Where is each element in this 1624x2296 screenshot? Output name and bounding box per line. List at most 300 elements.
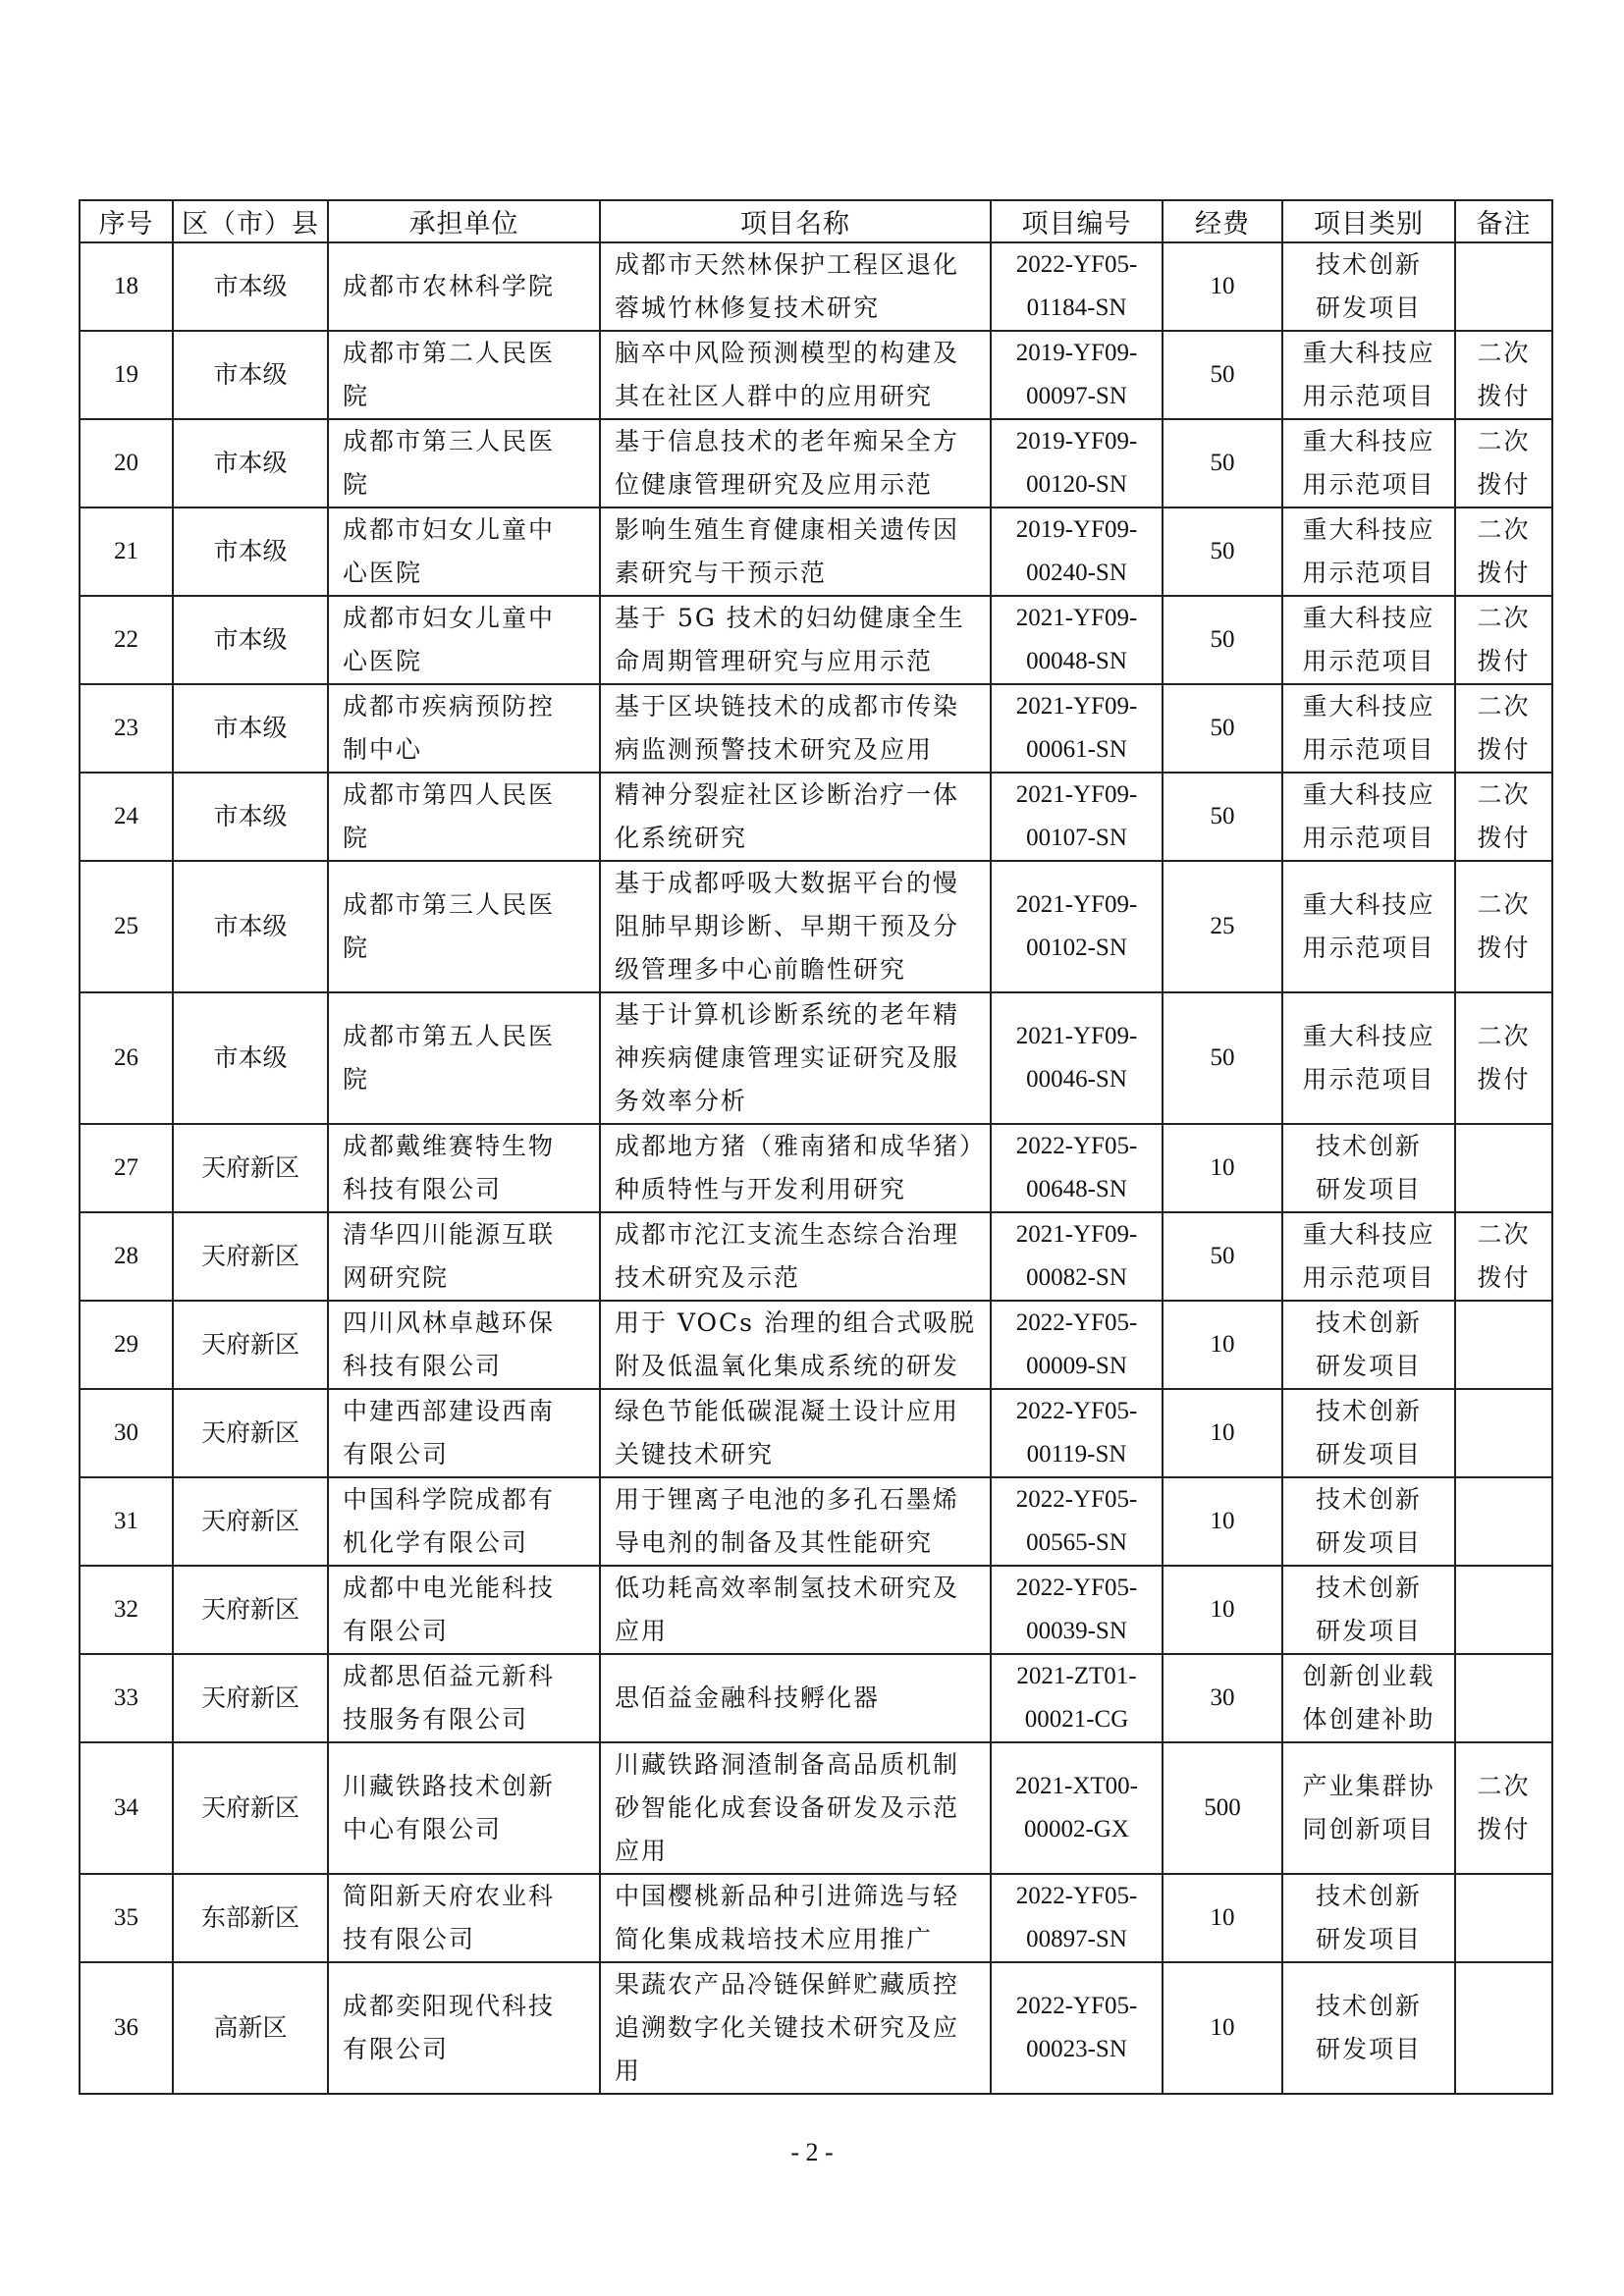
note-cell-line: 二次 [1477, 604, 1531, 632]
note-cell-line: 二次 [1477, 427, 1531, 455]
serial-no-cell: 24 [80, 773, 173, 861]
unit-cell [328, 1389, 600, 1477]
serial-no-cell: 32 [80, 1566, 173, 1654]
unit-cell-line: 有限公司 [343, 1617, 450, 1645]
project-name-cell-line: 基于信息技术的老年痴呆全方 [615, 427, 960, 455]
serial-no-cell: 23 [80, 684, 173, 773]
note-cell-line: 拨付 [1477, 470, 1531, 499]
table-row [80, 1874, 1552, 1962]
project-code-cell-line: 2022-YF05- [1015, 1398, 1138, 1424]
table-row [80, 1389, 1552, 1477]
project-name-cell-line: 用于锂离子电池的多孔石墨烯 [615, 1485, 960, 1514]
project-name-cell-line: 砂智能化成套设备研发及示范 [615, 1793, 960, 1822]
table-row [80, 1124, 1552, 1212]
unit-cell-line: 四川风林卓越环保 [343, 1308, 556, 1337]
project-table [79, 199, 1553, 2095]
category-cell-line: 用示范项目 [1302, 934, 1435, 962]
project-name-cell [600, 419, 991, 507]
project-name-cell-line: 导电剂的制备及其性能研究 [615, 1528, 934, 1557]
category-cell-line: 用示范项目 [1302, 1263, 1435, 1292]
project-name-cell-line: 基于计算机诊断系统的老年精 [615, 1000, 960, 1029]
funding-cell: 10 [1163, 242, 1282, 331]
project-name-cell-line: 影响生殖生育健康相关遗传因 [615, 515, 960, 544]
funding-cell: 30 [1163, 1654, 1282, 1742]
project-name-cell [600, 242, 991, 331]
project-name-cell-line: 素研究与干预示范 [615, 559, 828, 587]
serial-no-cell: 21 [80, 507, 173, 596]
project-code-cell-line: 2019-YF09- [1015, 516, 1138, 543]
unit-cell [328, 1962, 600, 2094]
category-cell-line: 用示范项目 [1302, 647, 1435, 675]
category-cell-line: 用示范项目 [1302, 824, 1435, 852]
unit-cell-line: 有限公司 [343, 1440, 450, 1468]
project-code-cell-line: 00565-SN [1026, 1529, 1127, 1556]
unit-cell-line: 成都市农林科学院 [343, 272, 556, 300]
note-cell-line: 拨付 [1477, 1065, 1531, 1094]
category-cell-line: 技术创新 [1315, 1397, 1422, 1425]
category-cell [1282, 1742, 1455, 1874]
category-cell-line: 重大科技应 [1302, 780, 1435, 809]
table-row [80, 1742, 1552, 1874]
category-cell-line: 产业集群协 [1302, 1772, 1435, 1800]
project-code-cell [991, 507, 1163, 596]
project-code-cell-line: 00039-SN [1026, 1618, 1127, 1644]
table-body [80, 242, 1552, 2094]
serial-no-cell: 30 [80, 1389, 173, 1477]
unit-cell-line: 成都思佰益元新科 [343, 1662, 556, 1690]
project-name-cell [600, 992, 991, 1124]
project-code-cell [991, 1212, 1163, 1301]
district-cell: 天府新区 [173, 1742, 328, 1874]
unit-cell-line: 科技有限公司 [343, 1352, 503, 1380]
project-code-cell-line: 2022-YF05- [1015, 1993, 1138, 2019]
category-cell-line: 技术创新 [1315, 1132, 1422, 1160]
funding-cell: 50 [1163, 596, 1282, 684]
unit-cell-line: 技有限公司 [343, 1925, 476, 1953]
project-code-cell-line: 2022-YF05- [1015, 1575, 1138, 1601]
project-name-cell-line: 化系统研究 [615, 824, 748, 852]
district-cell: 高新区 [173, 1962, 328, 2094]
category-cell [1282, 1874, 1455, 1962]
unit-cell-line: 成都市妇女儿童中 [343, 515, 556, 544]
funding-cell: 10 [1163, 1566, 1282, 1654]
category-cell-line: 重大科技应 [1302, 890, 1435, 919]
category-cell-line: 重大科技应 [1302, 604, 1435, 632]
funding-cell: 10 [1163, 1874, 1282, 1962]
category-cell [1282, 1477, 1455, 1566]
district-cell: 天府新区 [173, 1389, 328, 1477]
project-name-cell [600, 1389, 991, 1477]
project-name-cell-line: 技术研究及示范 [615, 1263, 801, 1292]
project-code-cell [991, 242, 1163, 331]
project-code-cell-line: 00048-SN [1026, 648, 1127, 674]
project-name-cell-line: 关键技术研究 [615, 1440, 775, 1468]
district-cell: 市本级 [173, 861, 328, 992]
serial-no-cell: 31 [80, 1477, 173, 1566]
serial-no-cell: 25 [80, 861, 173, 992]
project-code-cell-line: 00648-SN [1026, 1176, 1127, 1202]
note-cell [1455, 1301, 1552, 1389]
project-name-cell-line: 命周期管理研究与应用示范 [615, 647, 934, 675]
note-cell [1455, 419, 1552, 507]
project-name-cell-line: 追溯数字化关键技术研究及应 [615, 2013, 960, 2042]
unit-cell-line: 院 [343, 470, 370, 499]
unit-cell [328, 1124, 600, 1212]
unit-cell-line: 成都市妇女儿童中 [343, 604, 556, 632]
category-cell-line: 用示范项目 [1302, 382, 1435, 410]
funding-cell: 50 [1163, 507, 1282, 596]
category-cell-line: 技术创新 [1315, 1882, 1422, 1910]
project-name-cell [600, 596, 991, 684]
category-cell-line: 重大科技应 [1302, 339, 1435, 367]
project-code-cell [991, 992, 1163, 1124]
unit-cell [328, 1212, 600, 1301]
category-cell [1282, 1654, 1455, 1742]
unit-cell-line: 中国科学院成都有 [343, 1485, 556, 1514]
project-name-cell [600, 1477, 991, 1566]
project-code-cell-line: 2022-YF05- [1015, 1133, 1138, 1159]
unit-cell [328, 507, 600, 596]
project-name-cell-line: 位健康管理研究及应用示范 [615, 470, 934, 499]
unit-cell-line: 机化学有限公司 [343, 1528, 529, 1557]
project-code-cell-line: 2021-YF09- [1015, 1221, 1138, 1248]
project-code-cell-line: 2021-YF09- [1015, 781, 1138, 808]
unit-cell-line: 简阳新天府农业科 [343, 1882, 556, 1910]
note-cell [1455, 1389, 1552, 1477]
district-cell: 市本级 [173, 992, 328, 1124]
project-name-cell [600, 507, 991, 596]
district-cell: 天府新区 [173, 1654, 328, 1742]
table-row [80, 773, 1552, 861]
funding-cell: 500 [1163, 1742, 1282, 1874]
project-code-cell-line: 2021-YF09- [1015, 693, 1138, 720]
unit-cell-line: 制中心 [343, 735, 423, 764]
category-cell [1282, 242, 1455, 331]
unit-cell [328, 1874, 600, 1962]
note-cell-line: 二次 [1477, 1022, 1531, 1050]
table-row [80, 1477, 1552, 1566]
unit-cell-line: 成都市第三人民医 [343, 427, 556, 455]
category-cell-line: 技术创新 [1315, 1574, 1422, 1602]
category-cell [1282, 1301, 1455, 1389]
category-cell-line: 技术创新 [1315, 250, 1422, 279]
project-name-cell-line: 基于区块链技术的成都市传染 [615, 692, 960, 721]
district-cell: 天府新区 [173, 1124, 328, 1212]
unit-cell [328, 596, 600, 684]
project-code-cell [991, 773, 1163, 861]
project-code-cell-line: 00102-SN [1026, 934, 1127, 961]
funding-cell: 50 [1163, 331, 1282, 419]
project-code-cell-line: 2022-YF05- [1015, 251, 1138, 278]
serial-no-cell: 27 [80, 1124, 173, 1212]
project-name-cell-line: 简化集成栽培技术应用推广 [615, 1925, 934, 1953]
note-cell-line: 二次 [1477, 1772, 1531, 1800]
project-name-cell-line: 其在社区人群中的应用研究 [615, 382, 934, 410]
unit-cell-line: 技服务有限公司 [343, 1705, 529, 1734]
project-code-cell-line: 2019-YF09- [1015, 428, 1138, 454]
serial-no-cell: 33 [80, 1654, 173, 1742]
unit-cell [328, 242, 600, 331]
unit-cell [328, 861, 600, 992]
project-name-cell [600, 1742, 991, 1874]
category-cell-line: 技术创新 [1315, 1308, 1422, 1337]
header-project-name: 项目名称 [600, 200, 991, 242]
funding-cell: 10 [1163, 1962, 1282, 2094]
note-cell-line: 二次 [1477, 890, 1531, 919]
unit-cell [328, 1477, 600, 1566]
table-row [80, 419, 1552, 507]
unit-cell-line: 成都市第二人民医 [343, 339, 556, 367]
category-cell-line: 研发项目 [1315, 1528, 1422, 1557]
category-cell [1282, 992, 1455, 1124]
unit-cell-line: 成都奕阳现代科技 [343, 1992, 556, 2020]
project-code-cell [991, 1962, 1163, 2094]
table-row [80, 684, 1552, 773]
category-cell [1282, 684, 1455, 773]
note-cell-line: 拨付 [1477, 647, 1531, 675]
unit-cell-line: 中建西部建设西南 [343, 1397, 556, 1425]
note-cell [1455, 1654, 1552, 1742]
district-cell: 市本级 [173, 331, 328, 419]
project-code-cell-line: 00119-SN [1026, 1441, 1127, 1468]
table-row [80, 1212, 1552, 1301]
unit-cell-line: 成都戴维赛特生物 [343, 1132, 556, 1160]
project-name-cell [600, 1962, 991, 2094]
category-cell-line: 体创建补助 [1302, 1705, 1435, 1734]
category-cell-line: 重大科技应 [1302, 1022, 1435, 1050]
note-cell-line: 拨付 [1477, 934, 1531, 962]
note-cell-line: 拨付 [1477, 824, 1531, 852]
note-cell [1455, 596, 1552, 684]
header-category: 项目类别 [1282, 200, 1455, 242]
project-name-cell-line: 附及低温氧化集成系统的研发 [615, 1352, 960, 1380]
serial-no-cell: 22 [80, 596, 173, 684]
note-cell [1455, 684, 1552, 773]
project-code-cell-line: 2022-YF05- [1015, 1309, 1138, 1336]
unit-cell-line: 中心有限公司 [343, 1815, 503, 1843]
serial-no-cell: 34 [80, 1742, 173, 1874]
project-code-cell-line: 00097-SN [1026, 383, 1127, 409]
project-name-cell-line: 阻肺早期诊断、早期干预及分 [615, 912, 960, 940]
category-cell-line: 研发项目 [1315, 294, 1422, 322]
funding-cell: 10 [1163, 1124, 1282, 1212]
table-row [80, 992, 1552, 1124]
project-name-cell [600, 1874, 991, 1962]
unit-cell-line: 川藏铁路技术创新 [343, 1772, 556, 1800]
project-code-cell-line: 00082-SN [1026, 1264, 1127, 1291]
category-cell-line: 用示范项目 [1302, 735, 1435, 764]
header-serial-no: 序号 [80, 200, 173, 242]
category-cell [1282, 1566, 1455, 1654]
project-name-cell-line: 成都市沱江支流生态综合治理 [615, 1220, 960, 1249]
unit-cell-line: 院 [343, 934, 370, 962]
table-row [80, 1962, 1552, 2094]
project-code-cell-line: 2022-YF05- [1015, 1883, 1138, 1909]
project-name-cell-line: 基于成都呼吸大数据平台的慢 [615, 869, 960, 897]
unit-cell [328, 1566, 600, 1654]
category-cell-line: 研发项目 [1315, 1175, 1422, 1203]
project-name-cell-line: 绿色节能低碳混凝土设计应用 [615, 1397, 960, 1425]
unit-cell-line: 有限公司 [343, 2035, 450, 2063]
project-name-cell-line: 成都市天然林保护工程区退化 [615, 250, 960, 279]
category-cell-line: 研发项目 [1315, 2035, 1422, 2063]
project-name-cell-line: 蓉城竹林修复技术研究 [615, 294, 881, 322]
project-name-cell-line: 成都地方猪（雅南猪和成华猪） [615, 1132, 987, 1160]
project-code-cell [991, 1301, 1163, 1389]
note-cell-line: 二次 [1477, 692, 1531, 721]
district-cell: 天府新区 [173, 1566, 328, 1654]
unit-cell [328, 773, 600, 861]
serial-no-cell: 29 [80, 1301, 173, 1389]
note-cell [1455, 1742, 1552, 1874]
unit-cell-line: 网研究院 [343, 1263, 450, 1292]
project-name-cell-line: 基于 5G 技术的妇幼健康全生 [615, 604, 965, 632]
funding-cell: 10 [1163, 1301, 1282, 1389]
note-cell [1455, 992, 1552, 1124]
note-cell [1455, 331, 1552, 419]
serial-no-cell: 19 [80, 331, 173, 419]
project-name-cell-line: 果蔬农产品冷链保鲜贮藏质控 [615, 1970, 960, 1999]
note-cell [1455, 1566, 1552, 1654]
project-name-cell [600, 1566, 991, 1654]
category-cell-line: 创新创业载 [1302, 1662, 1435, 1690]
project-name-cell [600, 331, 991, 419]
project-code-cell-line: 00046-SN [1026, 1066, 1127, 1093]
table-row [80, 331, 1552, 419]
note-cell [1455, 861, 1552, 992]
project-code-cell [991, 1654, 1163, 1742]
unit-cell [328, 1654, 600, 1742]
unit-cell-line: 科技有限公司 [343, 1175, 503, 1203]
category-cell [1282, 419, 1455, 507]
unit-cell [328, 992, 600, 1124]
project-name-cell-line: 中国樱桃新品种引进筛选与轻 [615, 1882, 960, 1910]
header-unit: 承担单位 [328, 200, 600, 242]
project-name-cell-line: 应用 [615, 1617, 669, 1645]
project-code-cell [991, 331, 1163, 419]
project-name-cell-line: 级管理多中心前瞻性研究 [615, 955, 907, 984]
unit-cell [328, 1742, 600, 1874]
project-name-cell-line: 用于 VOCs 治理的组合式吸脱 [615, 1308, 976, 1337]
unit-cell-line: 成都市疾病预防控 [343, 692, 556, 721]
category-cell-line: 研发项目 [1315, 1352, 1422, 1380]
funding-cell: 10 [1163, 1389, 1282, 1477]
project-code-cell-line: 00002-GX [1024, 1816, 1129, 1842]
note-cell-line: 拨付 [1477, 1815, 1531, 1843]
project-code-cell-line: 00107-SN [1026, 825, 1127, 851]
note-cell-line: 二次 [1477, 1220, 1531, 1249]
unit-cell [328, 331, 600, 419]
table-row [80, 1654, 1552, 1742]
project-name-cell-line: 思佰益金融科技孵化器 [615, 1683, 881, 1712]
project-name-cell [600, 1301, 991, 1389]
project-code-cell-line: 2022-YF05- [1015, 1486, 1138, 1513]
header-funding: 经费 [1163, 200, 1282, 242]
unit-cell-line: 心医院 [343, 647, 423, 675]
serial-no-cell: 36 [80, 1962, 173, 2094]
note-cell [1455, 1874, 1552, 1962]
project-name-cell-line: 用 [615, 2056, 642, 2085]
note-cell-line: 拨付 [1477, 1263, 1531, 1292]
project-name-cell-line: 种质特性与开发利用研究 [615, 1175, 907, 1203]
project-name-cell [600, 1654, 991, 1742]
category-cell [1282, 773, 1455, 861]
project-code-cell-line: 01184-SN [1026, 294, 1127, 321]
table-row [80, 242, 1552, 331]
category-cell-line: 研发项目 [1315, 1617, 1422, 1645]
category-cell-line: 重大科技应 [1302, 692, 1435, 721]
project-name-cell [600, 773, 991, 861]
note-cell [1455, 242, 1552, 331]
note-cell [1455, 1212, 1552, 1301]
district-cell: 市本级 [173, 596, 328, 684]
district-cell: 东部新区 [173, 1874, 328, 1962]
project-code-cell-line: 00021-CG [1024, 1706, 1129, 1733]
category-cell-line: 重大科技应 [1302, 515, 1435, 544]
table-row [80, 596, 1552, 684]
funding-cell: 50 [1163, 684, 1282, 773]
project-code-cell-line: 00897-SN [1026, 1926, 1127, 1952]
category-cell [1282, 507, 1455, 596]
note-cell-line: 二次 [1477, 339, 1531, 367]
project-code-cell [991, 1566, 1163, 1654]
project-code-cell-line: 2021-YF09- [1015, 605, 1138, 631]
category-cell-line: 研发项目 [1315, 1925, 1422, 1953]
category-cell [1282, 331, 1455, 419]
district-cell: 市本级 [173, 507, 328, 596]
header-project-code: 项目编号 [991, 200, 1163, 242]
project-name-cell-line: 病监测预警技术研究及应用 [615, 735, 934, 764]
project-name-cell-line: 脑卒中风险预测模型的构建及 [615, 339, 960, 367]
district-cell: 市本级 [173, 242, 328, 331]
category-cell-line: 技术创新 [1315, 1992, 1422, 2020]
unit-cell-line: 成都市第三人民医 [343, 890, 556, 919]
unit-cell [328, 684, 600, 773]
category-cell-line: 用示范项目 [1302, 1065, 1435, 1094]
project-name-cell-line: 神疾病健康管理实证研究及服 [615, 1043, 960, 1072]
project-code-cell-line: 00120-SN [1026, 471, 1127, 498]
project-name-cell-line: 低功耗高效率制氢技术研究及 [615, 1574, 960, 1602]
category-cell [1282, 1124, 1455, 1212]
project-name-cell [600, 684, 991, 773]
serial-no-cell: 20 [80, 419, 173, 507]
district-cell: 天府新区 [173, 1301, 328, 1389]
project-code-cell-line: 2021-ZT01- [1016, 1663, 1137, 1689]
funding-cell: 50 [1163, 992, 1282, 1124]
project-code-cell-line: 2021-YF09- [1015, 891, 1138, 918]
note-cell [1455, 1962, 1552, 2094]
header-note: 备注 [1455, 200, 1552, 242]
project-code-cell [991, 596, 1163, 684]
category-cell [1282, 1212, 1455, 1301]
category-cell-line: 重大科技应 [1302, 427, 1435, 455]
note-cell [1455, 1477, 1552, 1566]
serial-no-cell: 26 [80, 992, 173, 1124]
funding-cell: 50 [1163, 419, 1282, 507]
category-cell-line: 重大科技应 [1302, 1220, 1435, 1249]
note-cell-line: 二次 [1477, 515, 1531, 544]
serial-no-cell: 35 [80, 1874, 173, 1962]
funding-cell: 10 [1163, 1477, 1282, 1566]
project-name-cell-line: 务效率分析 [615, 1087, 748, 1115]
unit-cell-line: 院 [343, 382, 370, 410]
table-row [80, 507, 1552, 596]
unit-cell-line: 心医院 [343, 559, 423, 587]
unit-cell-line: 成都中电光能科技 [343, 1574, 556, 1602]
project-name-cell-line: 川藏铁路洞渣制备高品质机制 [615, 1750, 960, 1779]
project-code-cell-line: 00240-SN [1026, 560, 1127, 586]
project-code-cell [991, 861, 1163, 992]
